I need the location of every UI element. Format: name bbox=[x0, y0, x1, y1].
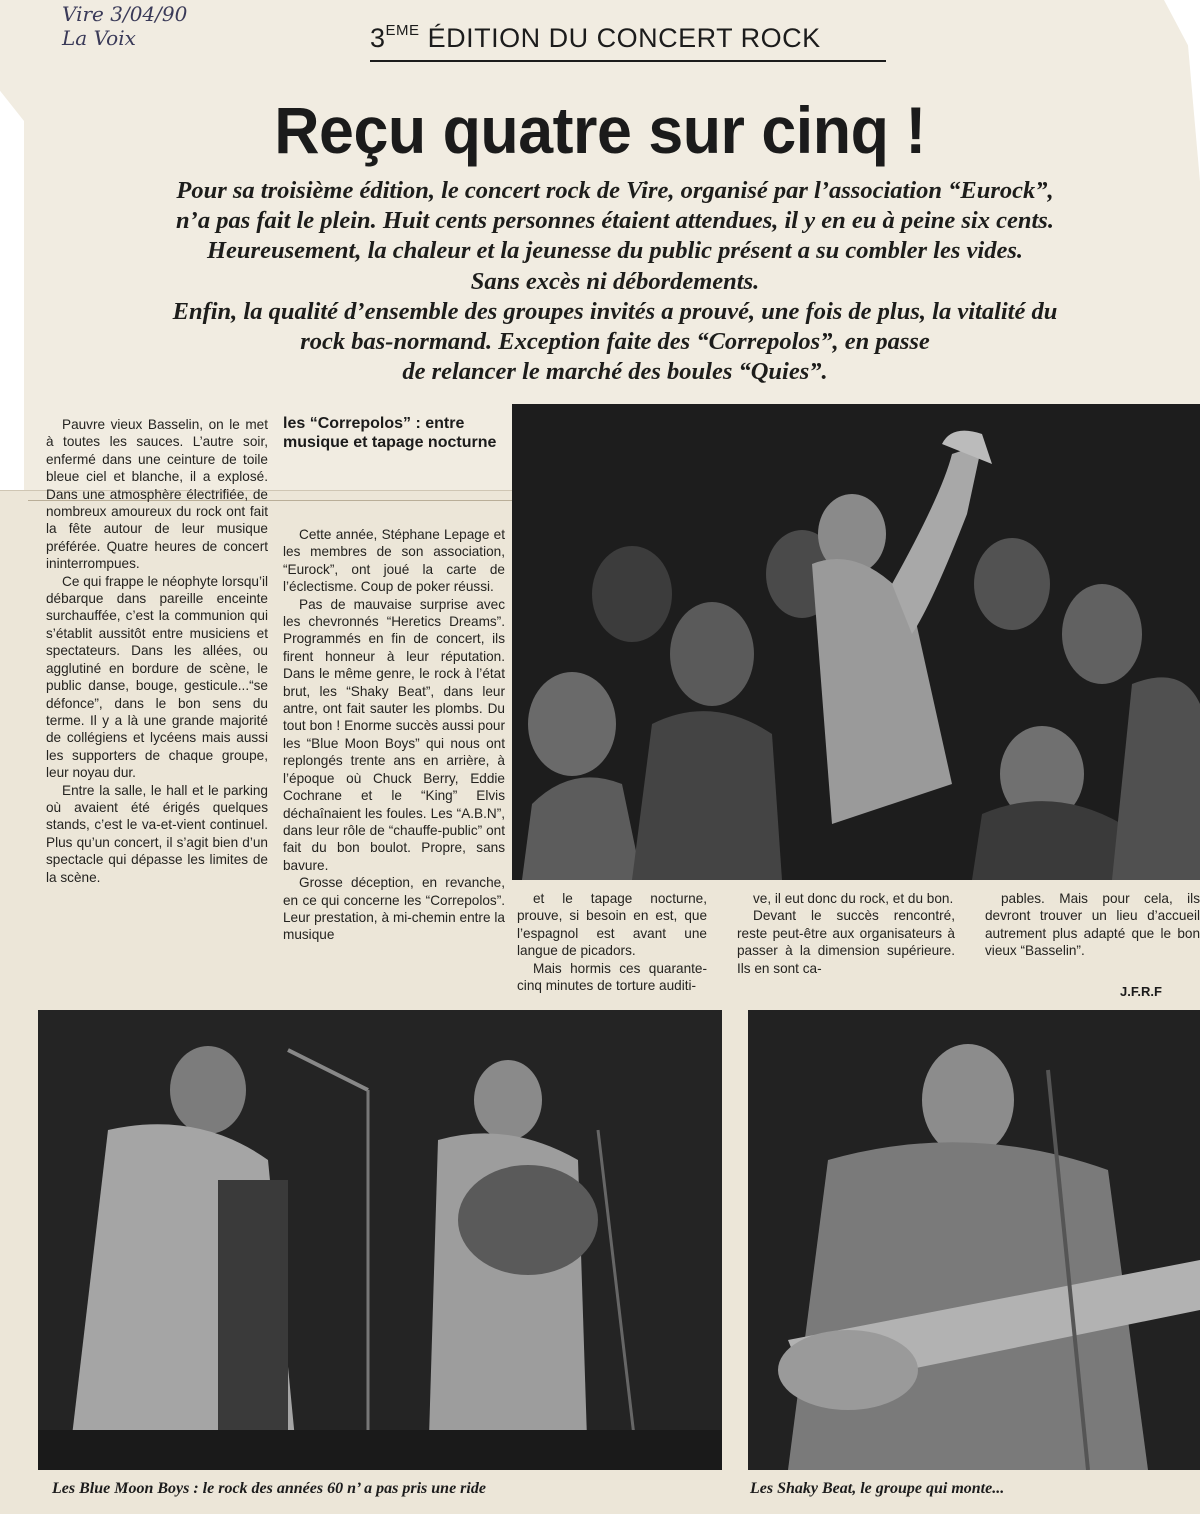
paragraph: Pas de mauvaise surprise avec les chevronnés “Heretics Dreams”. Programmés en fin de concert, ils firent honneur à leur réputation. Dans le même genre, le rock à l’état brut, les “Shaky Beat”, dans leur antre, ont fait sauter les plombs. Du tout bon ! Enorme succès aussi pour les “Blue Moon Boys” qui nous ont replongés trente ans en arrière, à l’époque où Chuck Berry, Eddie Cochrane et le “King” Elvis déchaînaient les foules. Les “A.B.N”, dans leur rôle de “chauffe-public” ont fait du bon boulot. Propre, sans bavure. bbox=[283, 596, 505, 873]
lead-line: n’a pas fait le plein. Huit cents personnes étaient attendues, il y en eu à peine six cents. bbox=[176, 207, 1054, 235]
paragraph: Grosse déception, en revanche, en ce qui concerne les “Correpolos”. Leur prestation, à mi-chemin entre la musique bbox=[283, 875, 505, 943]
paragraph: Ce qui frappe le néophyte lorsqu’il débarque dans pareille enceinte surchauffée, c’est la communion qui s’établit aussitôt entre musiciens et spectateurs. Dans les allées, ou agglutiné en bordure de scène, le public danse, bouge, gesticule...“se défonce”, dans le bon sens du terme. Il y a là une grande majorité de collégiens et lycéens mais aussi les supporters de chaque groupe, leur noyau dur. bbox=[46, 573, 268, 781]
column-2 bbox=[283, 526, 505, 944]
paragraph: Cette année, Stéphane Lepage et les membres de son association, “Eurock”, ont joué la carte de l’éclectisme. Coup de poker réussi. bbox=[283, 527, 505, 595]
kicker-number: 3 bbox=[370, 23, 386, 53]
column-4 bbox=[737, 890, 955, 977]
shaky-beat-image bbox=[748, 1010, 1200, 1470]
paragraph: Entre la salle, le hall et le parking où avaient été érigés quelques stands, c’est le va-et-vient continuel. Plus qu’un concert, il s’agit bien d’un spectacle qui dépasse les limites de la scène. bbox=[46, 782, 268, 885]
crowd-photo bbox=[512, 404, 1200, 880]
lead-line: rock bas-normand. Exception faite des “Correpolos”, en passe bbox=[300, 328, 930, 356]
lead-paragraph bbox=[40, 176, 1190, 387]
paragraph: ve, il eut donc du rock, et du bon. bbox=[753, 891, 954, 906]
kicker-superscript: EME bbox=[385, 22, 420, 39]
byline: J.F.R.F bbox=[1120, 984, 1162, 999]
paragraph: pables. Mais pour cela, ils devront trouver un lieu d’accueil autrement plus adapté que le bon vieux “Basselin”. bbox=[985, 891, 1200, 959]
caption-shaky-beat: Les Shaky Beat, le groupe qui monte... bbox=[750, 1480, 1005, 1497]
annotation-line-1: Vire 3/04/90 bbox=[62, 2, 188, 26]
blue-moon-boys-photo bbox=[38, 1010, 722, 1470]
lead-line: Enfin, la qualité d’ensemble des groupes invités a prouvé, une fois de plus, la vitalité du bbox=[172, 297, 1058, 325]
blue-moon-boys-image bbox=[38, 1010, 722, 1470]
column-1 bbox=[46, 416, 268, 886]
lead-line: Pour sa troisième édition, le concert rock de Vire, organisé par l’association “Eurock”, bbox=[176, 177, 1054, 204]
kicker-text: ÉDITION DU CONCERT ROCK bbox=[427, 23, 821, 53]
lead-line: Sans excès ni débordements. bbox=[470, 267, 760, 295]
lead-line: Heureusement, la chaleur et la jeunesse du public présent a su combler les vides. bbox=[207, 237, 1023, 265]
annotation-line-2: La Voix bbox=[62, 26, 136, 50]
article-kicker bbox=[370, 22, 886, 62]
subheading: les “Correpolos” : entre musique et tapage nocturne bbox=[283, 415, 497, 451]
paragraph: Pauvre vieux Basselin, on le met à toutes les sauces. L’autre soir, enfermé dans une ceinture de toile bleue ciel et blanche, il a explosé. Dans une atmosphère électrifiée, de nombreux amoureux du rock ont fait la fête autour de leur musique préférée. Quatre heures de concert ininterrompues. bbox=[46, 417, 268, 572]
headline: Reçu quatre sur cinq ! bbox=[274, 93, 926, 167]
caption-blue-moon-boys: Les Blue Moon Boys : le rock des années 60 n’ a pas pris une ride bbox=[52, 1480, 486, 1497]
paragraph: Devant le succès rencontré, reste peut-être aux organisateurs à passer à la dimension supérieure. Ils en sont ca- bbox=[737, 908, 955, 976]
handwritten-annotation bbox=[62, 2, 202, 50]
column-3 bbox=[517, 890, 707, 994]
lead-line: de relancer le marché des boules “Quies”. bbox=[402, 358, 828, 386]
crowd-photo-image bbox=[512, 404, 1200, 880]
column-5 bbox=[985, 890, 1200, 960]
shaky-beat-photo bbox=[748, 1010, 1200, 1470]
paragraph: Mais hormis ces quarante-cinq minutes de torture auditi- bbox=[517, 960, 707, 994]
paragraph: et le tapage nocturne, prouve, si besoin en est, que l’espagnol est avant une langue de picadors. bbox=[517, 891, 707, 959]
